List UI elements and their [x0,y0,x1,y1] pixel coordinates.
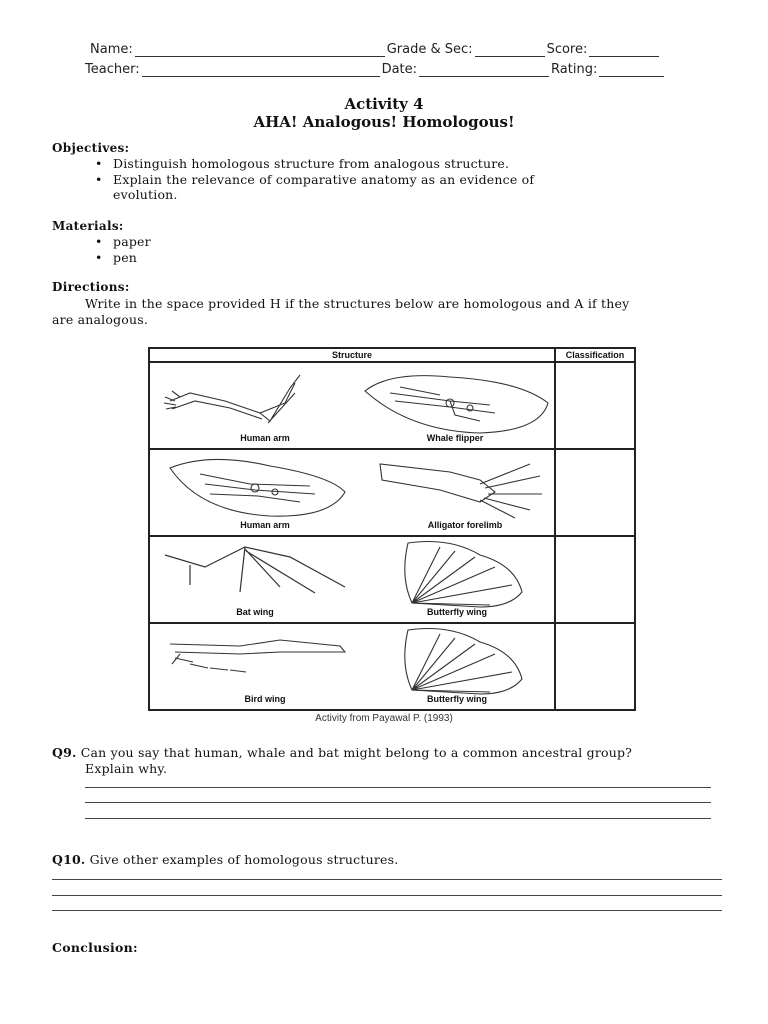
table-row [149,449,635,536]
bullet-icon: • [95,156,103,171]
structure-cell [149,362,555,449]
name-field[interactable] [135,43,385,57]
classification-answer-cell[interactable] [555,362,635,449]
answer-line[interactable] [52,910,722,911]
directions-text-1: Write in the space provided H if the structures below are homologous and A if they [85,296,630,311]
activity-title: AHA! Analogous! Homologous! [253,113,515,131]
objective-item: Explain the relevance of comparative anatomy as an evidence of [113,172,535,187]
bullet-icon: • [95,172,103,187]
date-field[interactable] [419,63,549,77]
activity-number: Activity 4 [344,95,424,113]
structure-cell [149,449,555,536]
structure-cell [149,536,555,623]
answer-line[interactable] [85,802,711,803]
classification-answer-cell[interactable] [555,623,635,710]
q10-label: Q10. [52,852,86,867]
image-caption: Human arm [240,520,290,530]
q9-label: Q9. [52,745,77,760]
name-label: Name: [90,42,133,57]
answer-line[interactable] [52,895,722,896]
q9-text: Can you say that human, whale and bat might belong to a common ancestral group? [80,745,633,760]
classification-answer-cell[interactable] [555,449,635,536]
table-row [149,362,635,449]
q10-question [52,852,398,867]
classification-column-header: Classification [555,348,635,362]
objective-item: Distinguish homologous structure from analogous structure. [113,156,510,171]
material-item: pen [113,250,138,265]
answer-line[interactable] [85,818,711,819]
q9-text-2: Explain why. [85,761,168,776]
materials-heading: Materials: [52,219,124,233]
directions-text-2: are analogous. [52,312,149,327]
objectives-heading: Objectives: [52,141,130,155]
score-field[interactable] [589,43,659,57]
structure-table [148,347,636,711]
table-credit: Activity from Payawal P. (1993) [315,713,453,724]
table-row [149,536,635,623]
grade-field[interactable] [475,43,545,57]
teacher-field[interactable] [142,63,380,77]
header-row-2 [85,62,666,77]
structure-cell [149,623,555,710]
conclusion-heading: Conclusion: [52,940,138,955]
image-caption: Butterfly wing [427,694,487,704]
structure-column-header: Structure [149,348,555,362]
rating-field[interactable] [599,63,664,77]
directions-heading: Directions: [52,280,130,294]
score-label: Score: [546,42,588,57]
image-caption: Bat wing [236,607,274,617]
classification-answer-cell[interactable] [555,536,635,623]
rating-label: Rating: [551,62,598,77]
bullet-icon: • [95,250,103,265]
image-caption: Butterfly wing [427,607,487,617]
bullet-icon: • [95,234,103,249]
q10-text: Give other examples of homologous structures. [89,852,399,867]
teacher-label: Teacher: [85,62,140,77]
header-row-1 [90,42,661,57]
answer-line[interactable] [85,787,711,788]
objective-item-continuation: evolution. [113,187,178,202]
image-caption: Alligator forelimb [427,520,503,530]
image-caption: Bird wing [244,694,286,704]
image-caption: Human arm [240,433,290,443]
date-label: Date: [381,62,418,77]
grade-label: Grade & Sec: [386,42,473,57]
q9-question [52,745,632,760]
material-item: paper [113,234,151,249]
answer-line[interactable] [52,879,722,880]
image-caption: Whale flipper [426,433,484,443]
table-row [149,623,635,710]
